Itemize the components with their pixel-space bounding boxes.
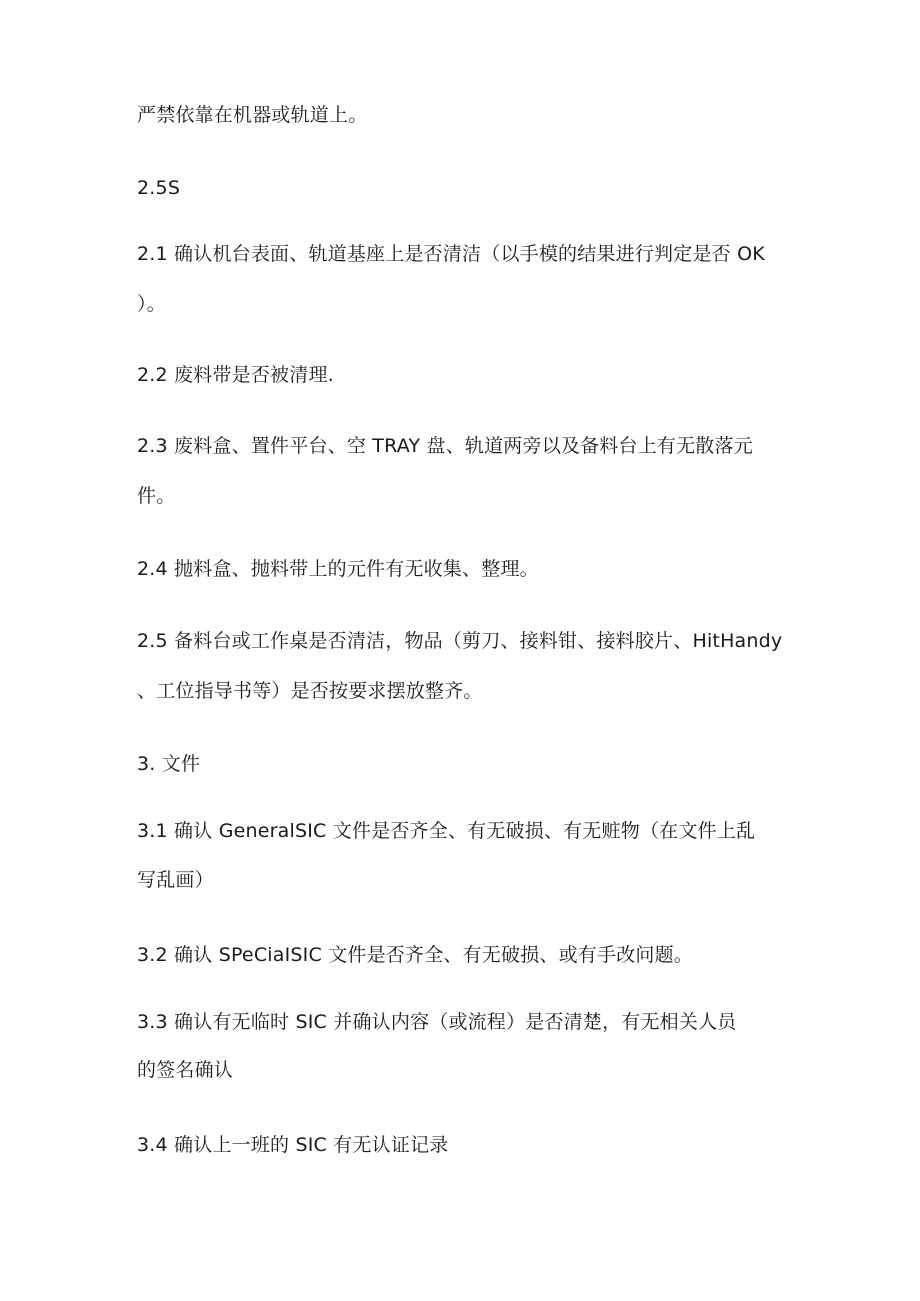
item-3-1-line-2: 写乱画） xyxy=(137,869,214,891)
item-3-2: 3.2 确认 SPeCiaISIC 文件是否齐全、有无破损、或有手改问题。 xyxy=(137,944,693,966)
item-2-5-line-1: 2.5 备料台或工作桌是否清洁，物品（剪刀、接料钳、接料胶片、HitHandy xyxy=(137,630,783,652)
item-3-4: 3.4 确认上一班的 SIC 有无认证记录 xyxy=(137,1134,449,1156)
item-2-1-line-1: 2.1 确认机台表面、轨道基座上是否清洁（以手模的结果进行判定是否 OK xyxy=(137,243,765,265)
text-line-safety-note: 严禁依靠在机器或轨道上。 xyxy=(137,104,368,126)
section-heading-documents: 3. 文件 xyxy=(137,753,201,775)
item-3-1-line-1: 3.1 确认 GeneralSIC 文件是否齐全、有无破损、有无赃物（在文件上乱 xyxy=(137,820,756,842)
item-2-3-line-1: 2.3 废料盒、置件平台、空 TRAY 盘、轨道两旁以及备料台上有无散落元 xyxy=(137,435,753,457)
item-3-3-line-1: 3.3 确认有无临时 SIC 并确认内容（或流程）是否清楚，有无相关人员 xyxy=(137,1011,737,1033)
item-2-5-line-2: 、工位指导书等）是否按要求摆放整齐。 xyxy=(137,680,483,702)
item-2-4: 2.4 抛料盒、抛料带上的元件有无收集、整理。 xyxy=(137,558,539,580)
section-heading-5s: 2.5S xyxy=(137,177,181,199)
item-3-3-line-2: 的签名确认 xyxy=(137,1059,234,1081)
item-2-2: 2.2 废料带是否被清理. xyxy=(137,364,334,386)
item-2-3-line-2: 件。 xyxy=(137,485,176,507)
item-2-1-line-2: ）。 xyxy=(137,293,166,315)
